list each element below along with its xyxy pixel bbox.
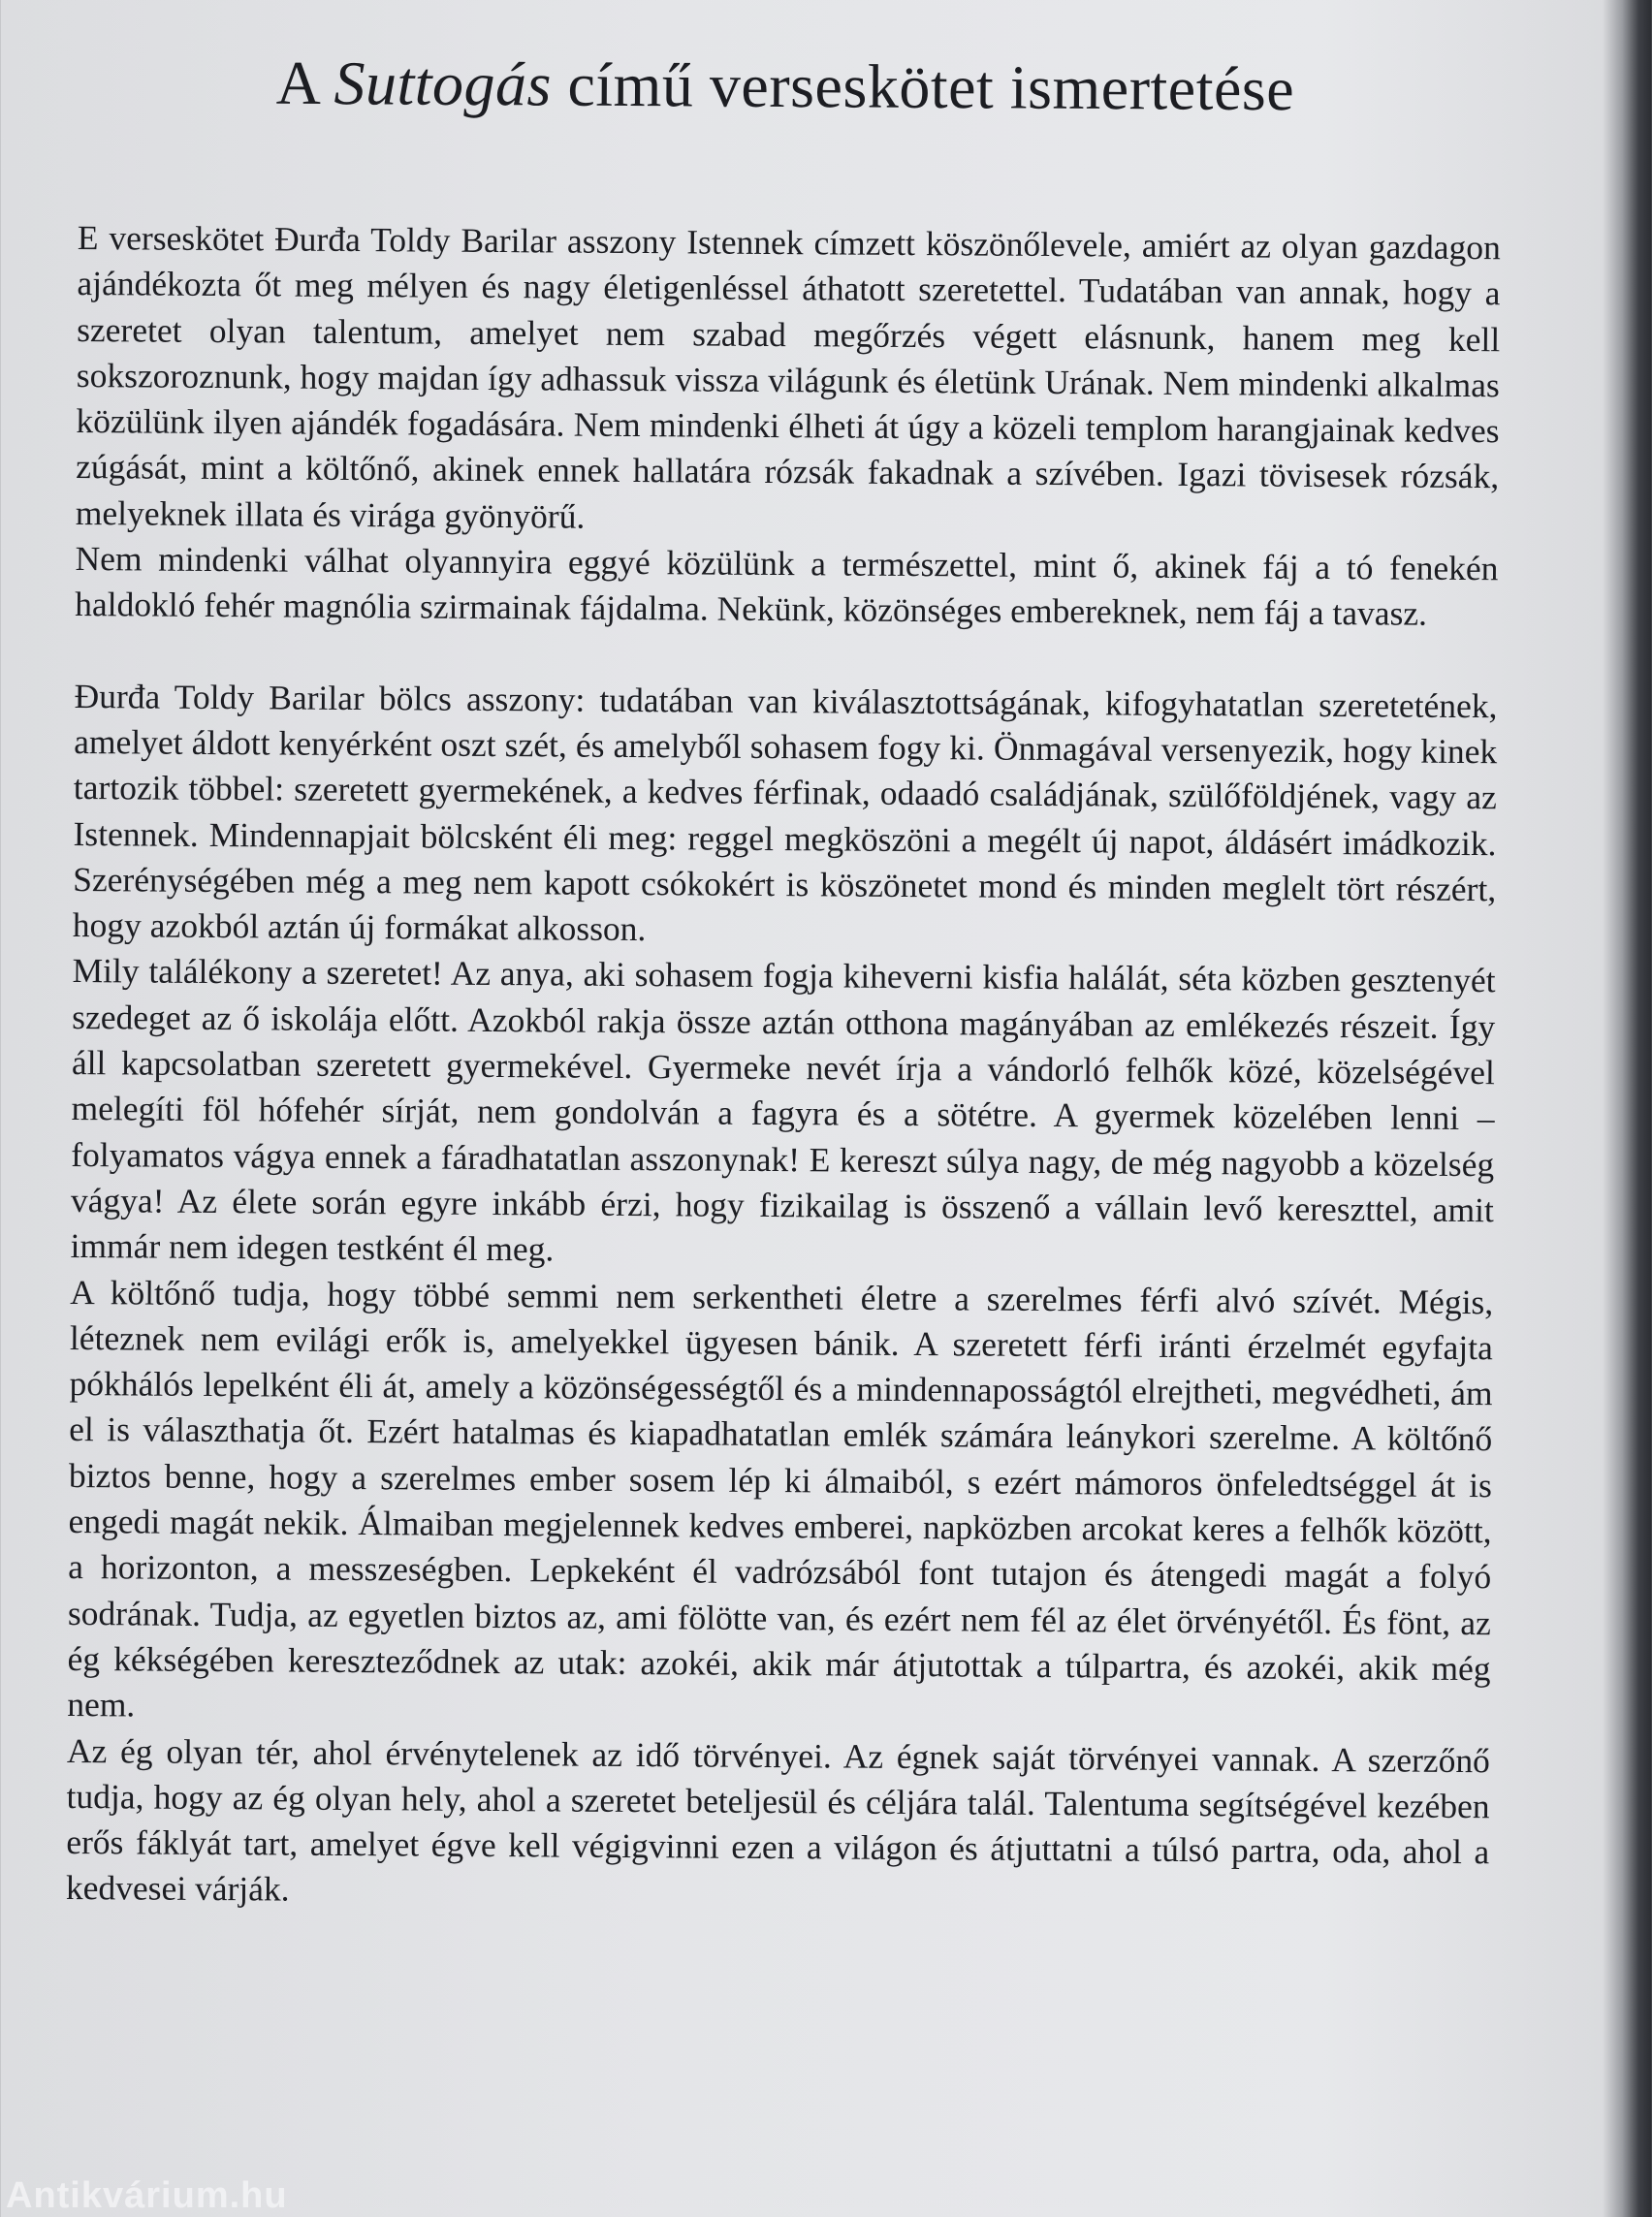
page-title bbox=[0, 46, 1571, 127]
paragraph-3: Đurđa Toldy Barilar bölcs asszony: tudatában van kiválasztottságának, kifogyhatatlan szeretetének, amelyet áldott kenyérként oszt szét, és amelyből sohasem fogy ki. Önmagával versenyezik, hogy kinek tartozik többel: szeretett gyermekének, a kedves férfinak, odaadó családjának, szülőföldjének, vagy az Istennek. Mindennapjait bölcsként éli meg: reggel megköszöni a megélt új napot, áldásért imádkozik. Szerénységében még a meg nem kapott csókokért is köszönetet mond és minden meglelt tört részért, hogy azokból aztán új formákat alkosson. bbox=[72, 676, 1498, 949]
paragraph-2: Nem mindenki válhat olyannyira eggyé közülünk a természettel, mint ő, akinek fáj a tó fenekén haldokló fehér magnólia szirmainak fájdalma. Nekünk, közönséges embereknek, nem fáj a tavasz. bbox=[75, 539, 1499, 634]
watermark: Antikvárium.hu bbox=[6, 2175, 288, 2216]
paragraph-4: Mily találékony a szeretet! Az anya, aki sohasem fogja kiheverni kisfia halálát, séta közben gesztenyét szedeget az ő iskolája előtt. Azokból rakja össze aztán otthona magányában az emlékezés részeit. Így áll kapcsolatban szeretett gyermekével. Gyermeke nevét írja a vándorló felhők közé, közelségével melegíti föl hófehér sírját, nem gondolván a fagyra és a sötétre. A gyermek közelében lenni – folyamatos vágya ennek a fáradhatatlan asszonynak! E kereszt súlya nagy, de még nagyobb a közelség vágya! Az élete során egyre inkább érzi, hogy fizikailag is összenő a vállain levő kereszttel, amit immár nem idegen testként él meg. bbox=[70, 951, 1496, 1269]
title-italic-book-name: Suttogás bbox=[334, 48, 553, 119]
paragraph-1: E verseskötet Đurđa Toldy Barilar asszony Istennek címzett köszönőlevele, amiért az olyan gazdagon ajándékozta őt meg mélyen és nagy életigenléssel áthatott szeretettel. Tudatában van annak, hogy a szeretet olyan talentum, amelyet nem szabad megőrzés végett elásnunk, hanem meg kell sokszoroznunk, hogy majdan így adhassuk vissza világunk és életünk Urának. Nem mindenki alkalmas közülünk ilyen ajándék fogadására. Nem mindenki élheti át úgy a közeli templom harangjainak kedves zúgását, mint a költőnő, akinek ennek hallatára rózsák fakadnak a szívében. Igazi tövisesek rózsák, melyeknek illata és virága gyönyörű. bbox=[75, 217, 1501, 536]
title-prefix: A bbox=[275, 48, 334, 118]
paragraph-6: Az ég olyan tér, ahol érvénytelenek az idő törvényei. Az égnek saját törvényei vannak. A szerzőnő tudja, hogy az ég olyan hely, ahol a szeretet beteljesül és céljára talál. Talentuma segítségével kezében erős fáklyát tart, amelyet égve kell végigvinni ezen a világon és átjuttatni a túlsó partra, oda, ahol a kedvesei várják. bbox=[65, 1730, 1491, 1909]
paragraph-5: A költőnő tudja, hogy többé semmi nem serkentheti életre a szerelmes férfi alvó szívét. Mégis, léteznek nem evilági erők is, amelyekkel ügyesen bánik. A szeretett férfi iránti érzelmét egyfajta pókhálós lepelként éli át, amely a közönségességtől és a mindennaposságtól elrejtheti, megvédheti, ám el is választhatja őt. Ezért hatalmas és kiapadhatatlan emlék számára leánykori szerelme. A költőnő biztos benne, hogy a szerelmes ember sosem lép ki álmaiból, s ezért mámoros önfeledtséggel át is engedi magát nekik. Álmaiban megjelennek kedves emberei, napközben arcokat keres a felhők között, a horizonton, a messzeségben. Lepkeként él vadrózsából font tutajon és átengedi magát a folyó sodrának. Tudja, az egyetlen biztos az, ami fölötte van, és ezért nem fél az élet örvényétől. És fönt, az ég kékségében kereszteződnek az utak: azokéi, akik már átjutottak a túlpartra, és azokéi, akik még nem. bbox=[67, 1272, 1494, 1725]
title-suffix: című verseskötet ismertetése bbox=[551, 49, 1295, 124]
review-body bbox=[66, 215, 1501, 1921]
